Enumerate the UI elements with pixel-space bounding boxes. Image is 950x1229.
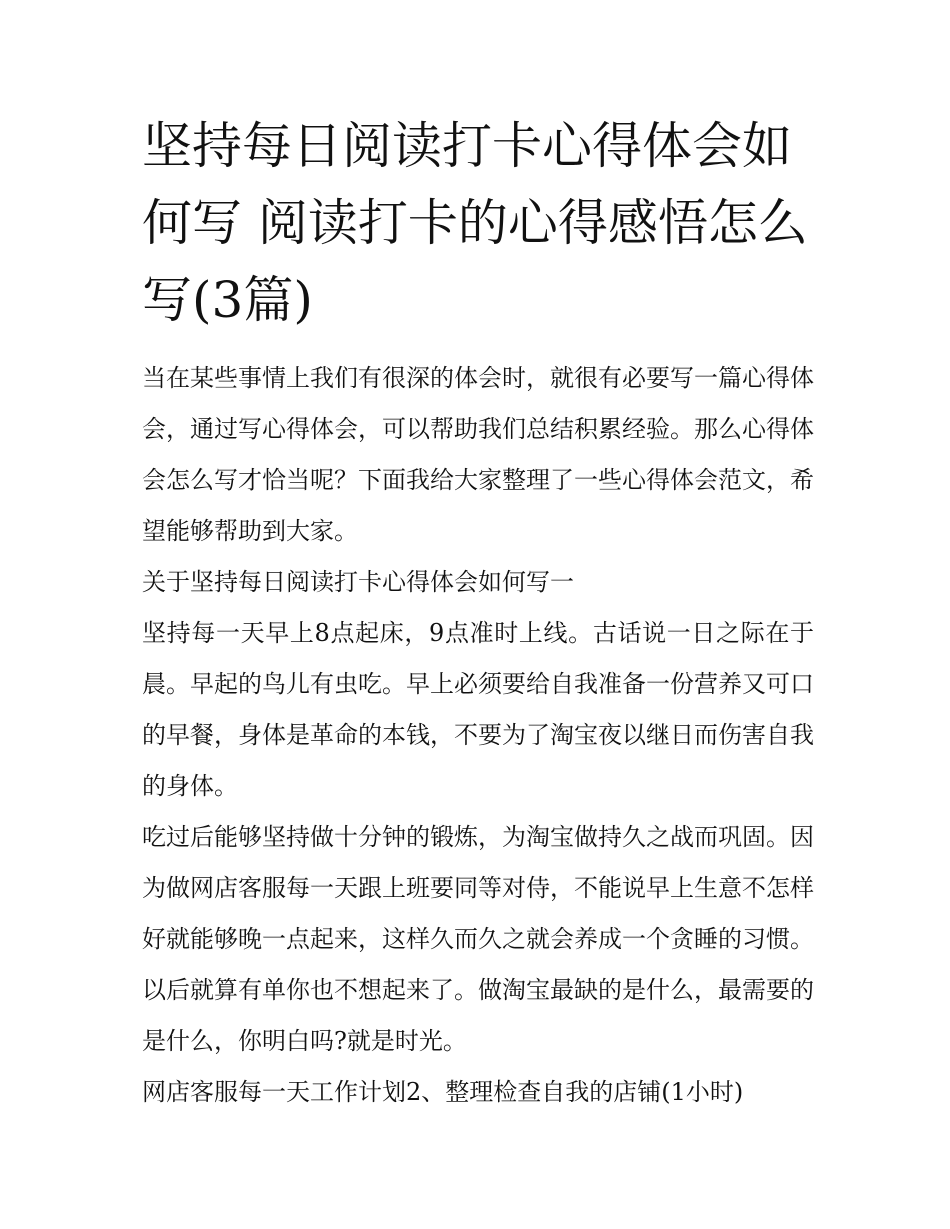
body-paragraph: 网店客服每一天工作计划2、整理检查自我的店铺(1小时) <box>142 1078 744 1106</box>
intro-paragraph: 当在某些事情上我们有很深的体会时，就很有必要写一篇心得体会，通过写心得体会，可以帮助我们总结积累经验。那么心得体会怎么写才恰当呢？下面我给大家整理了一些心得体会范文，希望能够帮助到大家。 <box>142 364 814 545</box>
body-paragraph: 吃过后能够坚持做十分钟的锻炼，为淘宝做持久之战而巩固。因为做网店客服每一天跟上班要同等对侍，不能说早上生意不怎样好就能够晚一点起来，这样久而久之就会养成一个贪睡的习惯。以后就算有单你也不想起来了。做淘宝最缺的是什么，最需要的是什么，你明白吗?就是时光。 <box>142 823 814 1055</box>
document-title: 坚持每日阅读打卡心得体会如何写 阅读打卡的心得感悟怎么写(3篇) <box>142 117 808 329</box>
section-heading: 关于坚持每日阅读打卡心得体会如何写一 <box>142 568 574 596</box>
document-page <box>142 108 814 1118</box>
body-paragraph: 坚持每一天早上8点起床，9点准时上线。古话说一日之际在于晨。早起的鸟儿有虫吃。早上必须要给自我准备一份营养又可口的早餐，身体是革命的本钱，不要为了淘宝夜以继日而伤害自我的身体。 <box>142 619 814 800</box>
